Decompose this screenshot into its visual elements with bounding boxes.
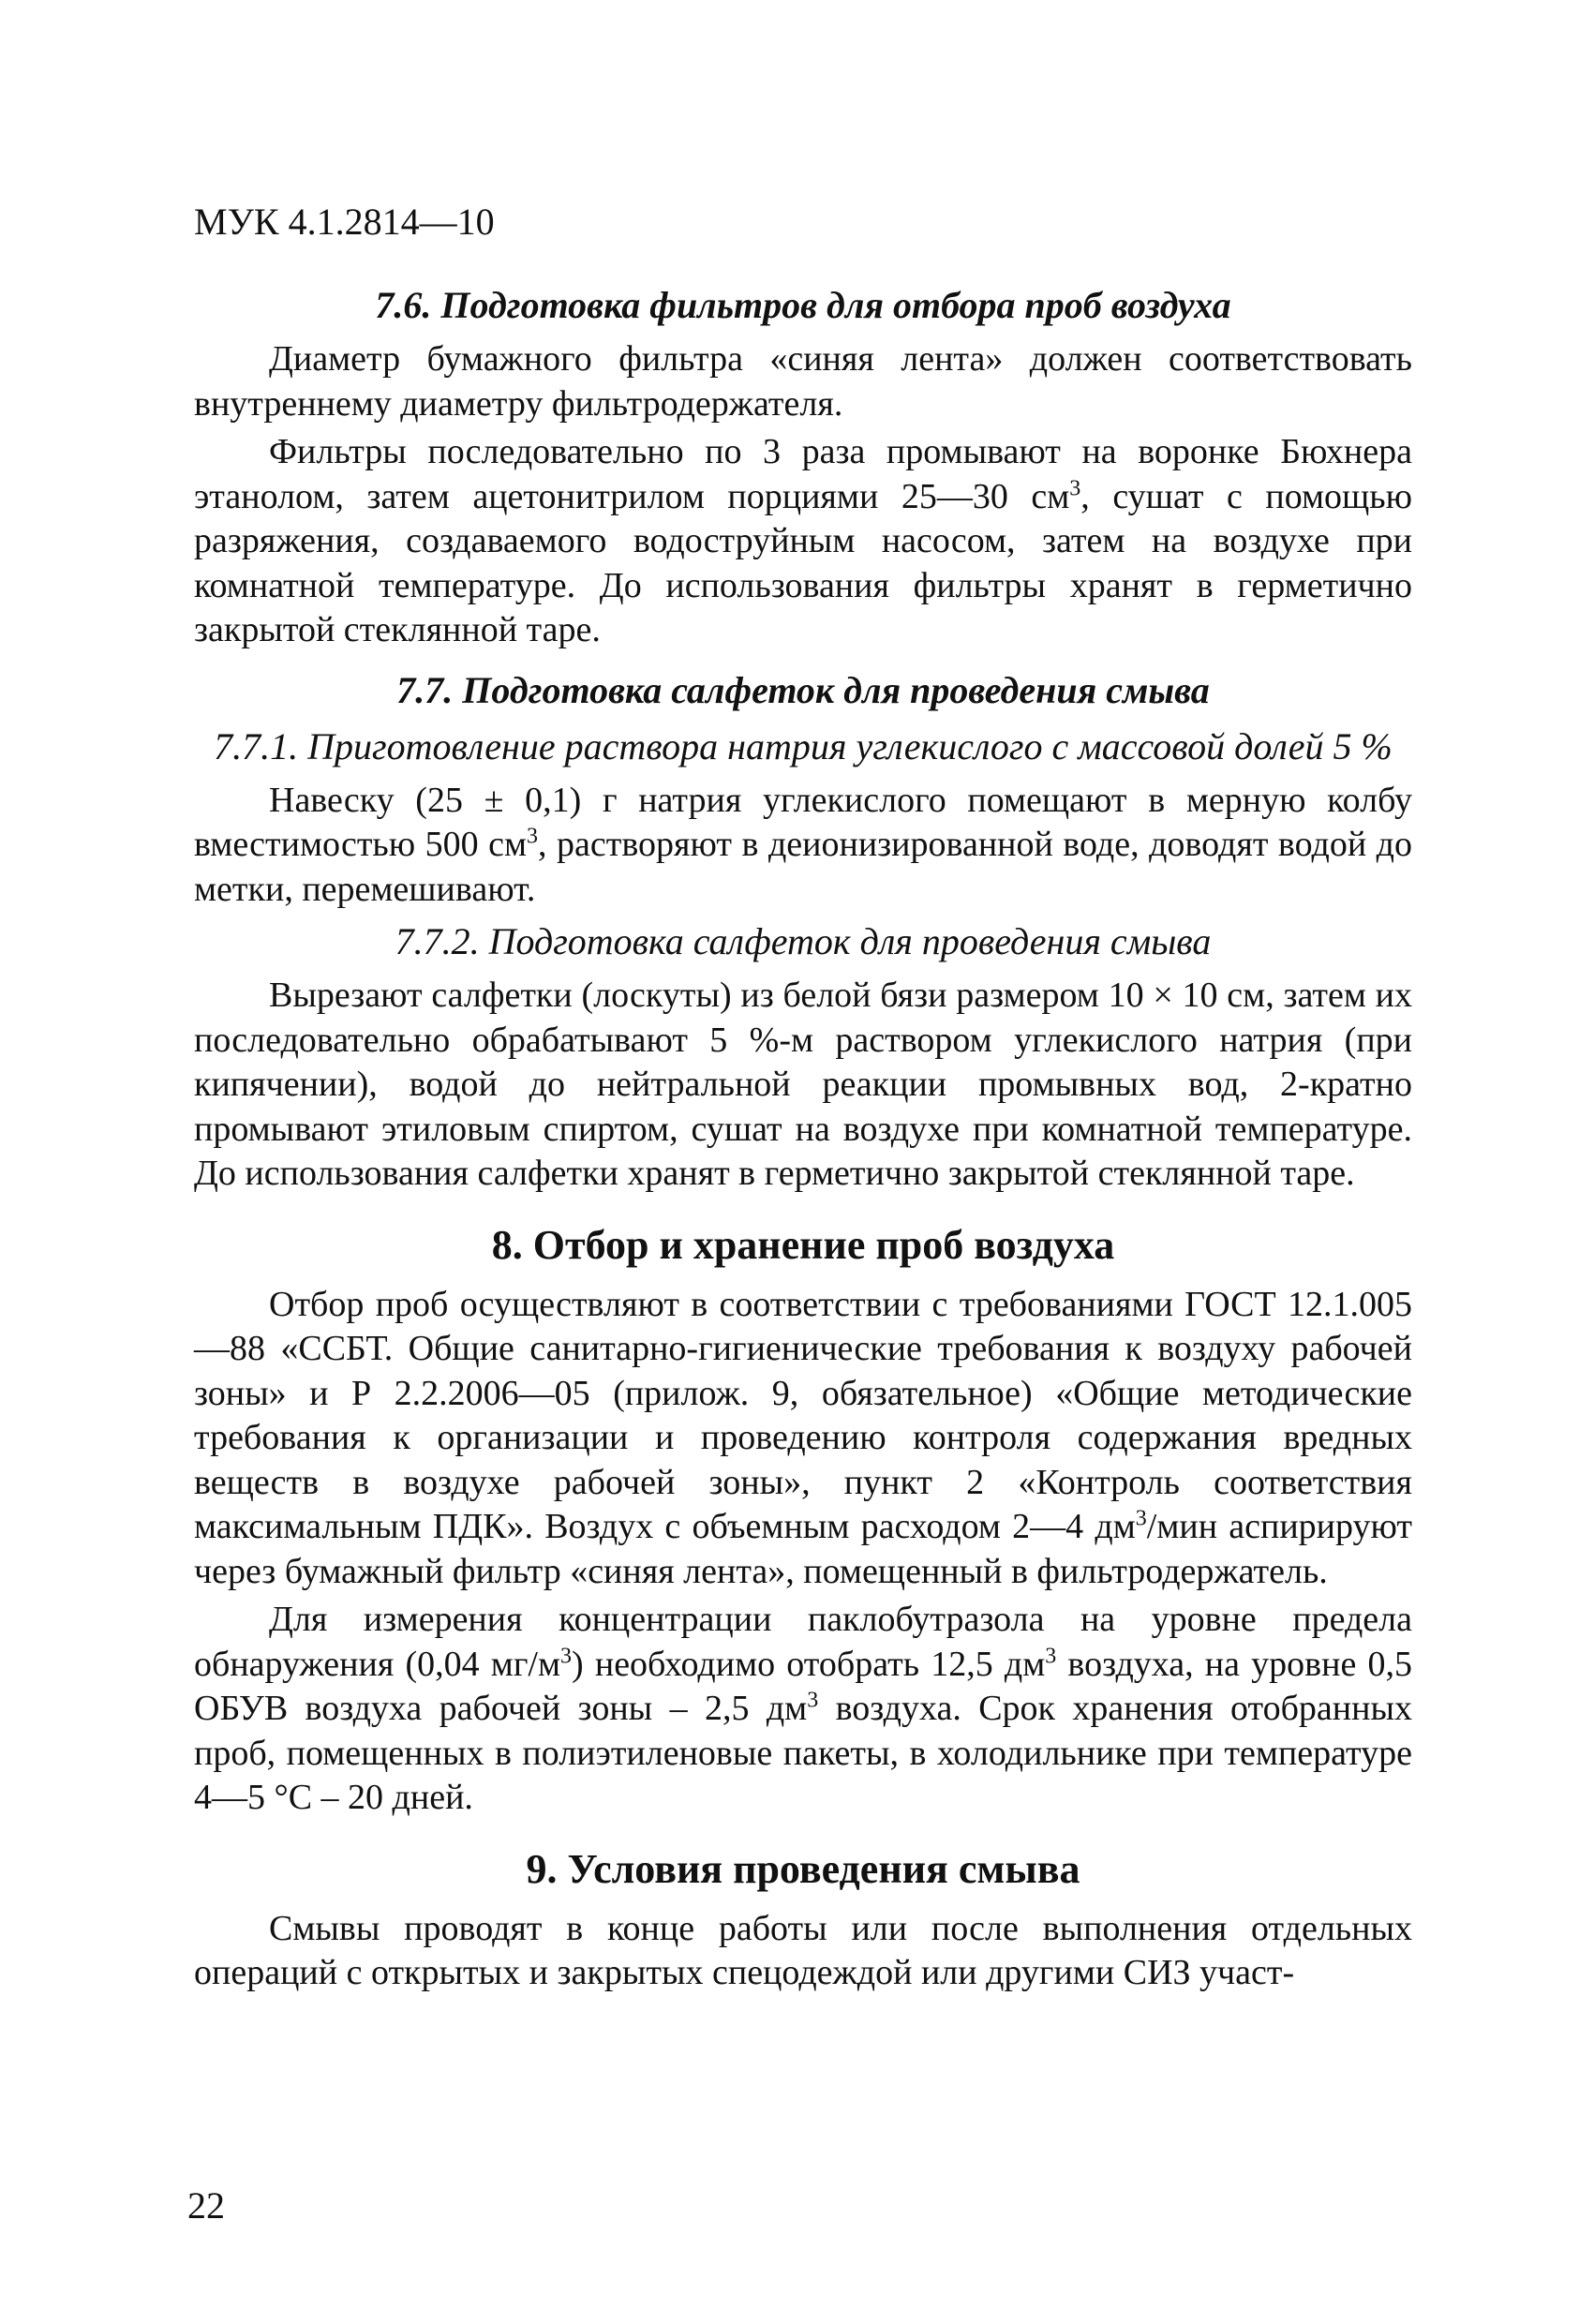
text-run: воздуха. Срок хранения отобранных проб, помещенных в полиэтиленовые пакеты, в холодильнике при температуре 4—5 °С – 20 дней. — [194, 1689, 1412, 1817]
text-run: Отбор проб осуществляют в соответствии с требованиями ГОСТ 12.1.005—88 «ССБТ. Общие санитарно-гигиенические требования к воздуху рабочей зоны» и Р 2.2.2006—05 (прилож. 9, обязательное) «Общие методические требования к организации и проведению контроля содержания вредных веществ в воздухе рабочей зоны», пункт 2 «Контроль соответствия максимальным ПДК». Воздух с объемным расходом 2—4 дм — [194, 1284, 1412, 1546]
section-9-title: 9. Условия проведения смыва — [526, 1845, 1080, 1892]
text-run: /мин аспирируют через бумажный фильтр «синяя лента», помещенный в фильтродержатель. — [194, 1507, 1412, 1591]
section-7-6-paragraph-1: Диаметр бумажного фильтра «синяя лента» должен соответствовать внутреннему диаметру фильтродержателя. — [194, 339, 1412, 424]
superscript: 3 — [1135, 1506, 1147, 1531]
superscript: 3 — [1069, 475, 1081, 500]
text-run: , сушат с помощью разряжения, создаваемого водоструйным насосом, затем на воздухе при комнатной температуре. До использования фильтры хранят в герметично закрытой стеклянной таре. — [194, 476, 1413, 649]
superscript: 3 — [1045, 1643, 1057, 1668]
section-7-7-1-title: 7.7.1. Приготовление раствора натрия углекислого с массовой долей 5 % — [214, 724, 1393, 767]
text-run: воздуха, на уровне 0,5 ОБУВ воздуха рабочей зоны – 2,5 дм — [194, 1644, 1412, 1728]
text-run: Для измерения концентрации паклобутразола на уровне предела обнаружения (0,04 мг/м — [194, 1600, 1412, 1684]
text-run: ) необходимо отобрать 12,5 дм — [572, 1644, 1046, 1684]
superscript: 3 — [560, 1643, 573, 1668]
section-8-paragraph-1 — [194, 1283, 1412, 1595]
section-7-7-1-paragraph — [194, 779, 1412, 913]
section-7-7-title: 7.7. Подготовка салфеток для проведения смыва — [396, 668, 1210, 711]
superscript: 3 — [527, 824, 539, 849]
text-run: Фильтры последовательно по 3 раза промывают на воронке Бюхнера этанолом, затем ацетонитрилом порциями 25—30 см — [194, 432, 1412, 516]
section-8-title: 8. Отбор и хранение проб воздуха — [491, 1221, 1115, 1268]
section-7-6-paragraph-2 — [194, 430, 1412, 653]
page-number: 22 — [187, 2184, 225, 2227]
section-8-paragraph-2 — [194, 1598, 1412, 1821]
page-body — [194, 281, 1412, 2000]
section-7-6-title: 7.6. Подготовка фильтров для отбора проб воздуха — [375, 284, 1231, 326]
text-run: Навеску (25 ± 0,1) г натрия углекислого помещают в мерную колбу вместимостью 500 см — [194, 780, 1412, 864]
text-run: , растворяют в деионизированной воде, доводят водой до метки, перемешивают. — [194, 825, 1413, 909]
document-code: МУК 4.1.2814—10 — [194, 201, 495, 243]
section-9-paragraph: Смывы проводят в конце работы или после выполнения отдельных операций с открытых и закрытых спецодеждой или другими СИЗ участ- — [194, 1908, 1412, 1992]
section-7-7-2-paragraph: Вырезают салфетки (лоскуты) из белой бязи размером 10 × 10 см, затем их последовательно обрабатывают 5 %-м раствором углекислого натрия (при кипячении), водой до нейтральной реакции промывных вод, 2-кратно промывают этиловым спиртом, сушат на воздухе при комнатной температуре. До использования салфетки хранят в герметично закрытой стеклянной таре. — [194, 976, 1412, 1193]
superscript: 3 — [807, 1688, 819, 1713]
section-7-7-2-title: 7.7.2. Подготовка салфеток для проведения смыва — [395, 920, 1212, 962]
